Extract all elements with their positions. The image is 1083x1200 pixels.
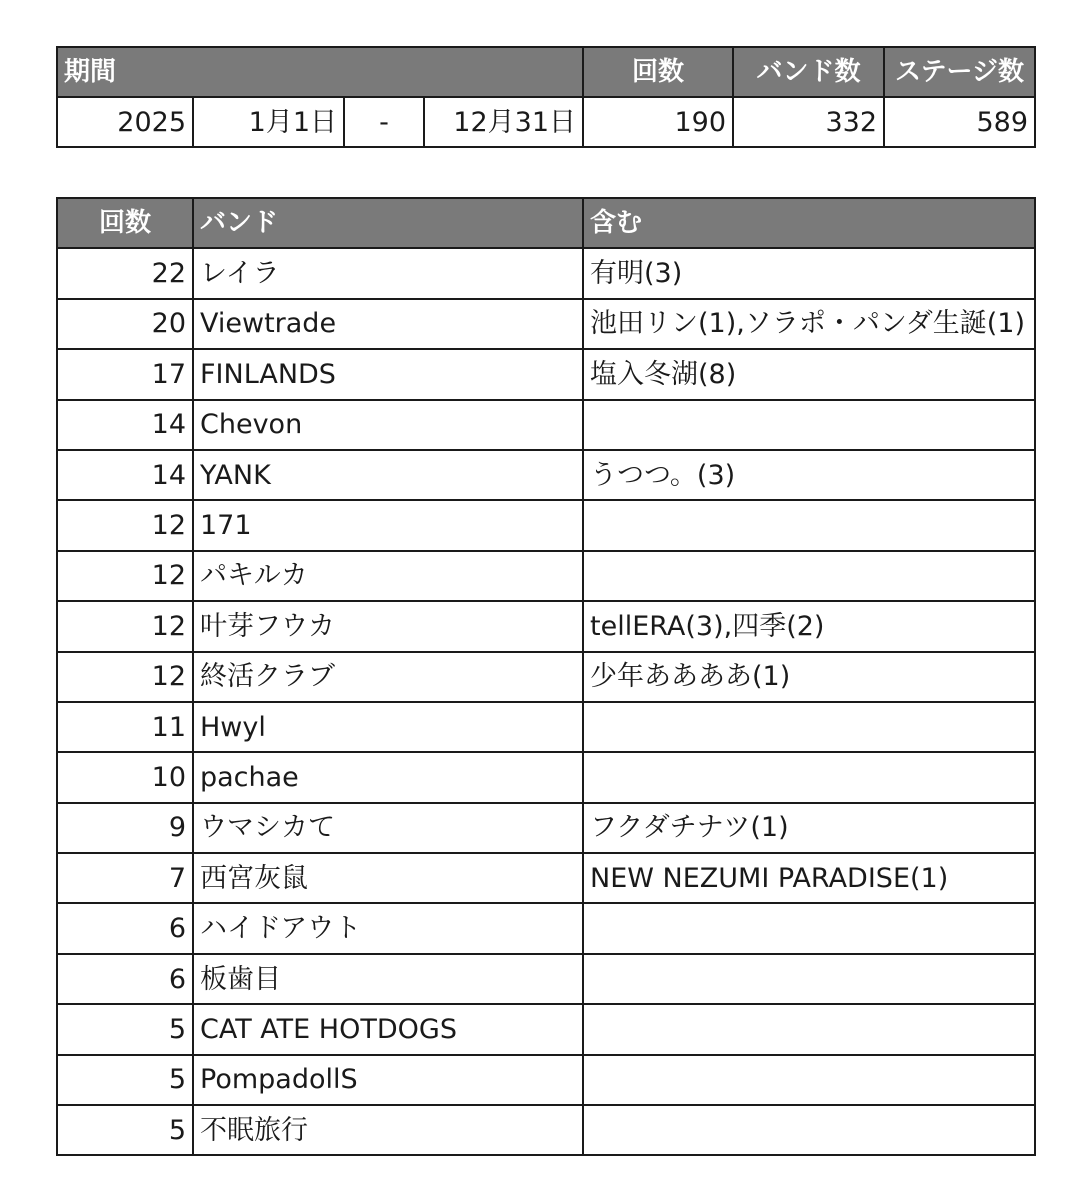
row-band-cell: 叶芽フウカ xyxy=(193,601,583,651)
ranking-header-row xyxy=(57,198,1035,248)
start-date-cell: 1月1日 xyxy=(193,97,344,147)
row-includes-cell xyxy=(583,400,1035,450)
row-band-cell: Chevon xyxy=(193,400,583,450)
row-includes-cell: フクダチナツ(1) xyxy=(583,803,1035,853)
row-includes-cell xyxy=(583,500,1035,550)
row-band-cell: 板歯目 xyxy=(193,954,583,1004)
row-includes-cell xyxy=(583,1004,1035,1054)
table-row xyxy=(57,349,1035,399)
period-header: 期間 xyxy=(57,47,583,97)
row-count-cell: 6 xyxy=(57,903,193,953)
row-count-cell: 12 xyxy=(57,601,193,651)
table-row xyxy=(57,652,1035,702)
range-dash-cell: - xyxy=(344,97,424,147)
row-count-cell: 5 xyxy=(57,1055,193,1105)
table-row xyxy=(57,1105,1035,1155)
row-count-cell: 17 xyxy=(57,349,193,399)
row-count-cell: 7 xyxy=(57,853,193,903)
row-band-cell: パキルカ xyxy=(193,551,583,601)
row-includes-cell xyxy=(583,1105,1035,1155)
row-count-cell: 6 xyxy=(57,954,193,1004)
row-includes-cell: NEW NEZUMI PARADISE(1) xyxy=(583,853,1035,903)
row-band-cell: 終活クラブ xyxy=(193,652,583,702)
row-band-cell: Viewtrade xyxy=(193,299,583,349)
row-count-cell: 12 xyxy=(57,652,193,702)
row-includes-cell: 少年ああああ(1) xyxy=(583,652,1035,702)
row-includes-cell: うつつ。(3) xyxy=(583,450,1035,500)
row-band-cell: 171 xyxy=(193,500,583,550)
table-row xyxy=(57,803,1035,853)
row-count-cell: 12 xyxy=(57,551,193,601)
row-count-cell: 14 xyxy=(57,400,193,450)
band-count-header: バンド数 xyxy=(733,47,884,97)
row-band-cell: Hwyl xyxy=(193,702,583,752)
row-band-cell: 西宮灰鼠 xyxy=(193,853,583,903)
row-includes-cell: 有明(3) xyxy=(583,248,1035,298)
table-row xyxy=(57,903,1035,953)
table-row xyxy=(57,1055,1035,1105)
ranking-band-header: バンド xyxy=(193,198,583,248)
summary-header-row xyxy=(57,47,1035,97)
row-count-cell: 14 xyxy=(57,450,193,500)
table-row xyxy=(57,954,1035,1004)
total-stages-cell: 589 xyxy=(884,97,1035,147)
row-includes-cell xyxy=(583,903,1035,953)
row-count-cell: 12 xyxy=(57,500,193,550)
row-count-cell: 11 xyxy=(57,702,193,752)
count-header: 回数 xyxy=(583,47,733,97)
year-cell: 2025 xyxy=(57,97,193,147)
row-band-cell: ハイドアウト xyxy=(193,903,583,953)
table-row xyxy=(57,248,1035,298)
table-row xyxy=(57,450,1035,500)
row-includes-cell: tellERA(3),四季(2) xyxy=(583,601,1035,651)
row-includes-cell xyxy=(583,702,1035,752)
end-date-cell: 12月31日 xyxy=(424,97,583,147)
summary-value-row xyxy=(57,97,1035,147)
band-ranking-table xyxy=(56,197,1036,1156)
table-row xyxy=(57,400,1035,450)
row-band-cell: CAT ATE HOTDOGS xyxy=(193,1004,583,1054)
row-band-cell: FINLANDS xyxy=(193,349,583,399)
ranking-includes-header: 含む xyxy=(583,198,1035,248)
total-count-cell: 190 xyxy=(583,97,733,147)
total-bands-cell: 332 xyxy=(733,97,884,147)
row-count-cell: 22 xyxy=(57,248,193,298)
summary-table xyxy=(56,46,1036,148)
row-band-cell: pachae xyxy=(193,752,583,802)
row-band-cell: ウマシカて xyxy=(193,803,583,853)
row-band-cell: レイラ xyxy=(193,248,583,298)
table-row xyxy=(57,500,1035,550)
ranking-body xyxy=(57,248,1035,1155)
table-row xyxy=(57,551,1035,601)
table-row xyxy=(57,601,1035,651)
table-row xyxy=(57,299,1035,349)
table-row xyxy=(57,752,1035,802)
row-count-cell: 10 xyxy=(57,752,193,802)
table-row xyxy=(57,1004,1035,1054)
row-includes-cell xyxy=(583,551,1035,601)
row-includes-cell xyxy=(583,1055,1035,1105)
row-band-cell: 不眠旅行 xyxy=(193,1105,583,1155)
ranking-count-header: 回数 xyxy=(57,198,193,248)
row-includes-cell: 池田リン(1),ソラポ・パンダ生誕(1) xyxy=(583,299,1035,349)
table-row xyxy=(57,853,1035,903)
row-band-cell: PompadollS xyxy=(193,1055,583,1105)
table-row xyxy=(57,702,1035,752)
row-band-cell: YANK xyxy=(193,450,583,500)
row-count-cell: 9 xyxy=(57,803,193,853)
stage-count-header: ステージ数 xyxy=(884,47,1035,97)
row-includes-cell xyxy=(583,752,1035,802)
row-includes-cell: 塩入冬湖(8) xyxy=(583,349,1035,399)
row-count-cell: 20 xyxy=(57,299,193,349)
row-count-cell: 5 xyxy=(57,1105,193,1155)
row-includes-cell xyxy=(583,954,1035,1004)
row-count-cell: 5 xyxy=(57,1004,193,1054)
